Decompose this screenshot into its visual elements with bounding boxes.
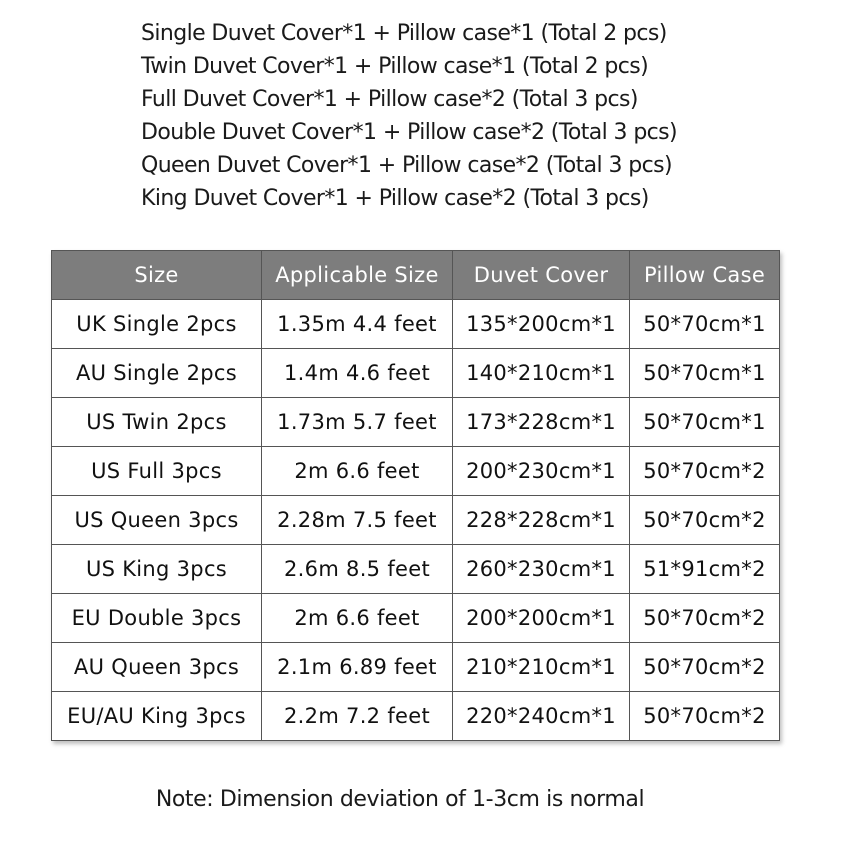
cell-applicable-size: 2.6m 8.5 feet	[262, 545, 453, 594]
cell-pillow-case: 50*70cm*2	[630, 692, 780, 741]
cell-applicable-size: 2m 6.6 feet	[262, 447, 453, 496]
cell-size: US King 3pcs	[52, 545, 262, 594]
cell-applicable-size: 2.1m 6.89 feet	[262, 643, 453, 692]
set-contents-list	[141, 17, 677, 215]
cell-pillow-case: 50*70cm*2	[630, 496, 780, 545]
cell-duvet-cover: 228*228cm*1	[453, 496, 630, 545]
header-duvet-cover: Duvet Cover	[453, 251, 630, 300]
cell-size: US Queen 3pcs	[52, 496, 262, 545]
cell-applicable-size: 2.28m 7.5 feet	[262, 496, 453, 545]
cell-pillow-case: 50*70cm*1	[630, 300, 780, 349]
cell-size: AU Queen 3pcs	[52, 643, 262, 692]
dimension-note: Note: Dimension deviation of 1-3cm is normal	[155, 787, 645, 812]
set-line-double: Double Duvet Cover*1 + Pillow case*2 (Total 3 pcs)	[141, 120, 678, 145]
set-line-single: Single Duvet Cover*1 + Pillow case*1 (Total 2 pcs)	[141, 21, 667, 46]
cell-applicable-size: 2m 6.6 feet	[262, 594, 453, 643]
table-row	[52, 692, 780, 741]
cell-pillow-case: 50*70cm*2	[630, 643, 780, 692]
table-row	[52, 643, 780, 692]
cell-size: UK Single 2pcs	[52, 300, 262, 349]
cell-applicable-size: 1.35m 4.4 feet	[262, 300, 453, 349]
set-line-king: King Duvet Cover*1 + Pillow case*2 (Total 3 pcs)	[141, 186, 649, 211]
cell-pillow-case: 51*91cm*2	[630, 545, 780, 594]
cell-pillow-case: 50*70cm*2	[630, 594, 780, 643]
cell-size: EU Double 3pcs	[52, 594, 262, 643]
table-row	[52, 545, 780, 594]
cell-duvet-cover: 200*200cm*1	[453, 594, 630, 643]
table-row	[52, 398, 780, 447]
table-row	[52, 594, 780, 643]
table-header-row	[52, 251, 780, 300]
set-line-twin: Twin Duvet Cover*1 + Pillow case*1 (Total 2 pcs)	[141, 54, 649, 79]
table-row	[52, 300, 780, 349]
cell-applicable-size: 1.4m 4.6 feet	[262, 349, 453, 398]
table-row	[52, 447, 780, 496]
cell-duvet-cover: 210*210cm*1	[453, 643, 630, 692]
cell-duvet-cover: 135*200cm*1	[453, 300, 630, 349]
cell-size: EU/AU King 3pcs	[52, 692, 262, 741]
table-row	[52, 496, 780, 545]
cell-size: US Twin 2pcs	[52, 398, 262, 447]
cell-pillow-case: 50*70cm*2	[630, 447, 780, 496]
cell-duvet-cover: 200*230cm*1	[453, 447, 630, 496]
cell-size: AU Single 2pcs	[52, 349, 262, 398]
size-chart-table	[51, 250, 780, 741]
header-pillow-case: Pillow Case	[630, 251, 780, 300]
cell-duvet-cover: 220*240cm*1	[453, 692, 630, 741]
table-row	[52, 349, 780, 398]
header-applicable-size: Applicable Size	[262, 251, 453, 300]
cell-size: US Full 3pcs	[52, 447, 262, 496]
header-size: Size	[52, 251, 262, 300]
cell-pillow-case: 50*70cm*1	[630, 398, 780, 447]
cell-applicable-size: 2.2m 7.2 feet	[262, 692, 453, 741]
set-line-queen: Queen Duvet Cover*1 + Pillow case*2 (Total 3 pcs)	[141, 153, 672, 178]
set-line-full: Full Duvet Cover*1 + Pillow case*2 (Total 3 pcs)	[141, 87, 638, 112]
cell-duvet-cover: 140*210cm*1	[453, 349, 630, 398]
cell-duvet-cover: 260*230cm*1	[453, 545, 630, 594]
cell-applicable-size: 1.73m 5.7 feet	[262, 398, 453, 447]
cell-pillow-case: 50*70cm*1	[630, 349, 780, 398]
cell-duvet-cover: 173*228cm*1	[453, 398, 630, 447]
